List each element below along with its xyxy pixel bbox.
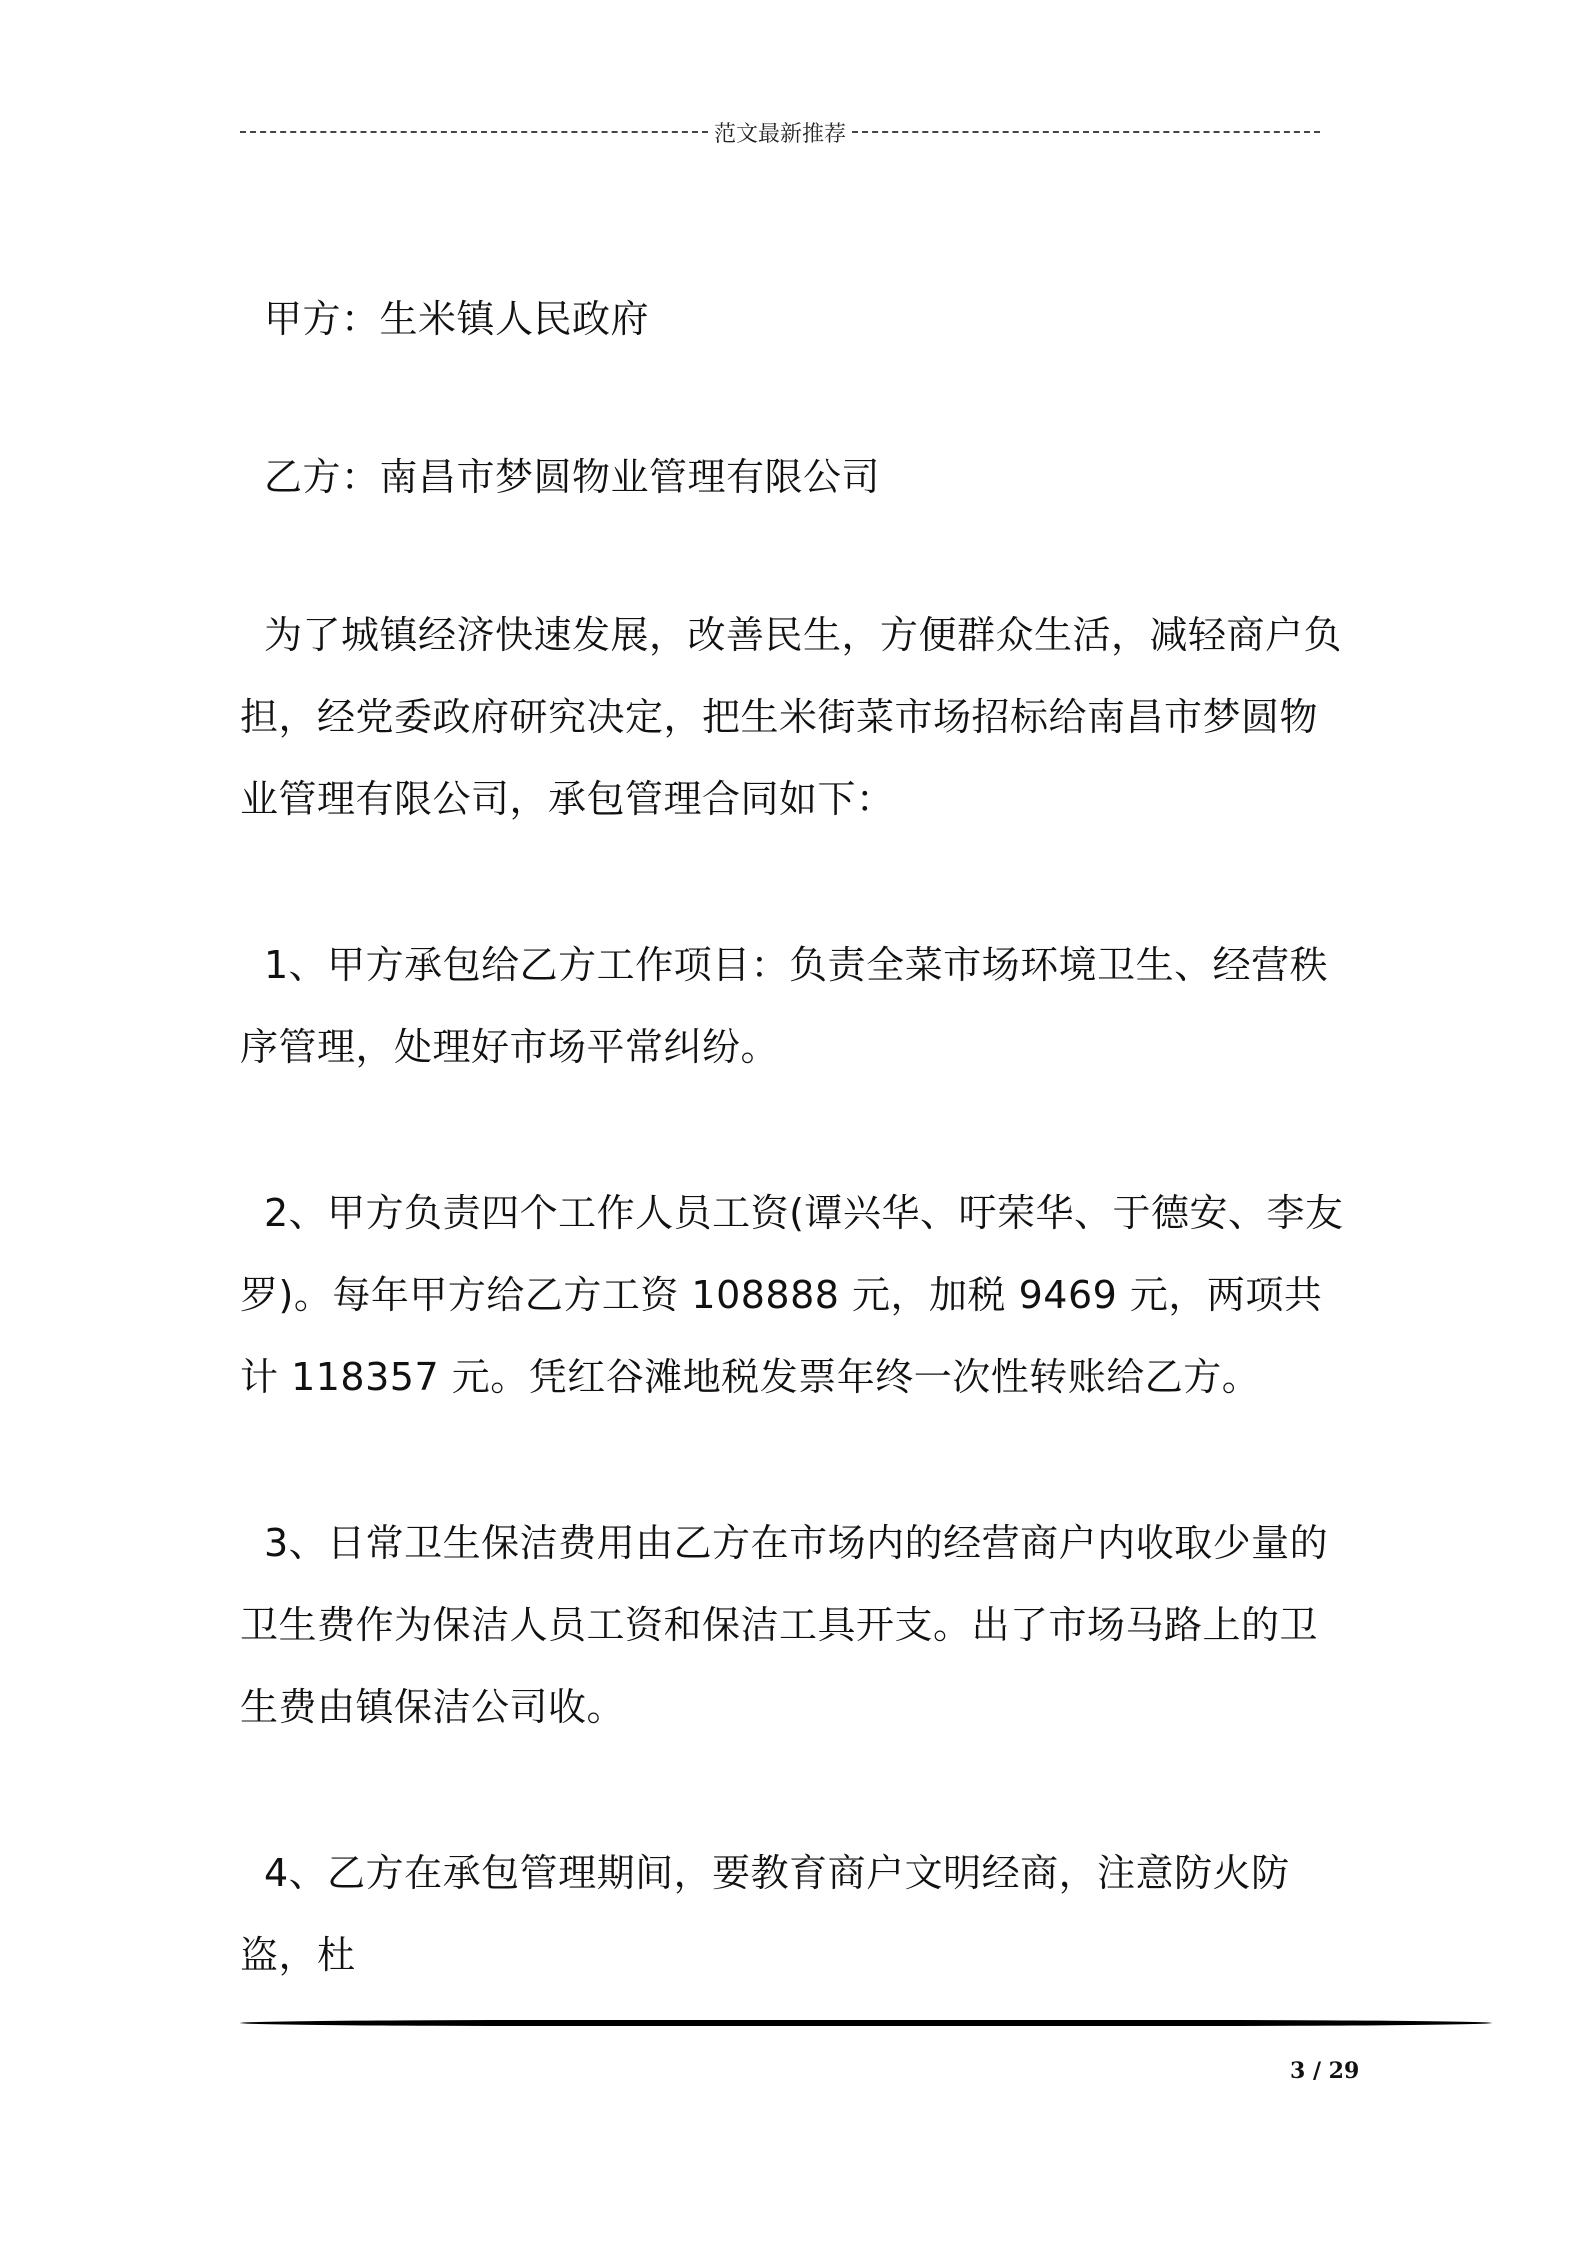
- page-number: 3 / 29: [1290, 2058, 1360, 2084]
- document-body: [240, 278, 1350, 2080]
- footer-rule: [240, 2020, 1492, 2026]
- header-dashed-line-right: [852, 131, 1320, 133]
- clause-2: 2、甲方负责四个工作人员工资(谭兴华、吁荣华、于德安、李友罗)。每年甲方给乙方工资 108888 元，加税 9469 元，两项共计 118357 元。凭红谷滩地税发票年终一次性转账给乙方。: [240, 1191, 1344, 1399]
- clause-4: 4、乙方在承包管理期间，要教育商户文明经商，注意防火防盗，杜: [240, 1851, 1290, 1977]
- page-header: [240, 112, 1320, 152]
- party-a: 甲方：生米镇人民政府: [264, 297, 650, 341]
- clause-1: 1、甲方承包给乙方工作项目：负责全菜市场环境卫生、经营秩序管理，处理好市场平常纠纷。: [240, 943, 1329, 1069]
- header-title: 范文最新推荐: [714, 121, 847, 147]
- party-b: 乙方：南昌市梦圆物业管理有限公司: [264, 455, 881, 499]
- clause-3: 3、日常卫生保洁费用由乙方在市场内的经营商户内收取少量的卫生费作为保洁人员工资和保洁工具开支。出了市场马路上的卫生费由镇保洁公司收。: [240, 1521, 1329, 1729]
- header-dashed-line-left: [240, 131, 708, 133]
- intro-paragraph: 为了城镇经济快速发展，改善民生，方便群众生活，减轻商户负担，经党委政府研究决定，把生米街菜市场招标给南昌市梦圆物业管理有限公司，承包管理合同如下：: [240, 613, 1343, 821]
